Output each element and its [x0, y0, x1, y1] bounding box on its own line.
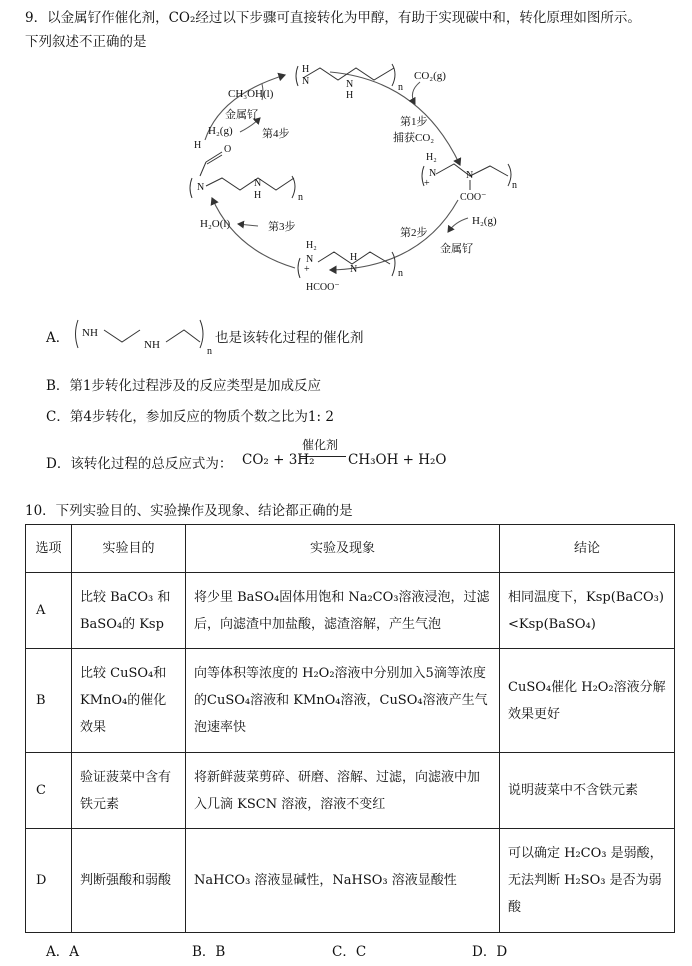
bottom-atom-n1: N	[306, 254, 314, 265]
h2-label-step2: H₂(g)	[472, 215, 497, 227]
row-c-option: C	[26, 753, 72, 829]
row-a-option: A	[26, 573, 72, 649]
header-option: 选项	[26, 525, 72, 573]
step1-label: 第1步	[400, 116, 428, 128]
q10-answer-b[interactable]: B．B	[192, 944, 226, 960]
q9-option-a-nh1: NH	[82, 327, 98, 339]
cycle-arc-bottom	[212, 198, 295, 268]
bottom-hcoo-label: HCOO⁻	[306, 282, 340, 293]
header-conclusion: 结论	[500, 525, 675, 573]
co2-in-arrow	[412, 82, 420, 104]
row-b-goal: 比较 CuSO₄和 KMnO₄的催化效果	[72, 649, 186, 753]
row-d-experiment: NaHCO₃ 溶液显碱性，NaHSO₃ 溶液显酸性	[186, 829, 500, 933]
right-atom-n1: N	[429, 168, 437, 179]
bottom-plus: +	[304, 264, 310, 275]
header-goal: 实验目的	[72, 525, 186, 573]
q10-stem: 10．下列实验目的、实验操作及现象、结论都正确的是	[25, 503, 353, 519]
ru-label-step4: 金属钌	[225, 109, 258, 121]
left-atom-h2: H	[254, 190, 262, 201]
q9-option-a-n: n	[207, 346, 212, 357]
row-a-experiment: 将少里 BaSO₄固体用饱和 Na₂CO₃溶液浸泡，过滤后，向滤渣中加盐酸，滤渣溶解，产生气泡	[186, 573, 500, 649]
row-c-experiment: 将新鲜菠菜剪碎、研磨、溶解、过滤，向滤液中加入几滴 KSCN 溶液，溶液不变红	[186, 753, 500, 829]
q9-option-d-reaction-line	[300, 456, 346, 457]
row-b-conclusion: CuSO₄催化 H₂O₂溶液分解效果更好	[500, 649, 675, 753]
q9-stem-line1: 9．以金属钌作催化剂，CO₂经过以下步骤可直接转化为甲醇，有助于实现碳中和，转化原理如图所示。	[25, 10, 641, 26]
right-plus: +	[424, 178, 430, 189]
methanol-label: CH₃OH(l)	[228, 88, 274, 100]
bottom-subscript-n: n	[398, 268, 403, 279]
h2o-out-arrow	[238, 224, 258, 226]
q9-stem-line2: 下列叙述不正确的是	[25, 34, 147, 50]
row-c-conclusion: 说明菠菜中不含铁元素	[500, 753, 675, 829]
q10-answer-d[interactable]: D．D	[472, 944, 508, 960]
table-row	[26, 573, 675, 649]
bottom-atom-h: H	[350, 252, 358, 263]
right-atom-n2: N	[466, 170, 474, 181]
q9-option-a-structure	[70, 314, 220, 358]
h2-in-arrow-step2	[448, 218, 468, 232]
row-a-goal: 比较 BaCO₃ 和 BaSO₄的 Ksp	[72, 573, 186, 649]
step1-sub-label: 捕获CO₂	[393, 132, 435, 144]
q10-answer-c[interactable]: C．C	[332, 944, 367, 960]
row-b-option: B	[26, 649, 72, 753]
table-row	[26, 649, 675, 753]
table-row	[26, 753, 675, 829]
step3-label: 第3步	[268, 221, 296, 233]
polymer-left	[190, 152, 295, 198]
step4-label: 第4步	[262, 128, 290, 140]
table-row	[26, 829, 675, 933]
row-d-conclusion: 可以确定 H₂CO₃ 是弱酸，无法判断 H₂SO₃ 是否为弱酸	[500, 829, 675, 933]
q9-option-d-products: CH₃OH + H₂O	[348, 452, 447, 468]
header-experiment: 实验及现象	[186, 525, 500, 573]
q9-option-a-nh2: NH	[144, 339, 160, 351]
row-a-conclusion: 相同温度下，Ksp(BaCO₃)<Ksp(BaSO₄)	[500, 573, 675, 649]
right-subscript-n: n	[512, 180, 517, 191]
q9-option-c: C．第4步转化，参加反应的物质个数之比为1: 2	[46, 409, 334, 425]
top-atom-n2: N	[346, 79, 354, 90]
left-atom-o: O	[224, 144, 232, 155]
co2-label: CO₂(g)	[414, 70, 446, 82]
right-coo-label: COO⁻	[460, 192, 487, 203]
top-atom-h: H	[302, 64, 310, 75]
step2-label: 第2步	[400, 227, 428, 239]
catalytic-cycle-diagram	[0, 0, 692, 310]
left-atom-h: H	[194, 140, 202, 151]
row-d-option: D	[26, 829, 72, 933]
q9-option-d-reactants: CO₂ + 3H₂	[242, 452, 315, 468]
h2o-label: H₂O(l)	[200, 218, 231, 230]
q9-option-a-label: A．	[46, 330, 70, 346]
q9-option-b: B．第1步转化过程涉及的反应类型是加成反应	[46, 378, 322, 394]
row-d-goal: 判断强酸和弱酸	[72, 829, 186, 933]
right-h2-label: H₂	[426, 152, 437, 163]
h2-label-step4: H₂(g)	[208, 125, 233, 137]
table-header-row	[26, 525, 675, 573]
left-atom-n2: N	[254, 178, 262, 189]
left-subscript-n: n	[298, 192, 303, 203]
q10-experiment-table	[25, 524, 675, 933]
top-subscript-n: n	[398, 82, 403, 93]
q9-option-d-label: D．该转化过程的总反应式为：	[46, 456, 233, 472]
row-c-goal: 验证菠菜中含有铁元素	[72, 753, 186, 829]
bottom-atom-n2: N	[350, 264, 358, 275]
top-atom-n1: N	[302, 76, 310, 87]
bottom-h2-label: H₂	[306, 240, 317, 251]
q9-option-d-condition: 催化剂	[302, 438, 339, 452]
ru-label-step2: 金属钌	[440, 243, 473, 255]
q9-option-a-text: 也是该转化过程的催化剂	[215, 330, 364, 346]
left-atom-n1: N	[197, 182, 205, 193]
top-atom-h2: H	[346, 90, 354, 101]
q10-answer-a[interactable]: A．A	[46, 944, 79, 960]
row-b-experiment: 向等体积等浓度的 H₂O₂溶液中分别加入5滴等浓度的CuSO₄溶液和 KMnO₄溶液，CuSO₄溶液产生气泡速率快	[186, 649, 500, 753]
